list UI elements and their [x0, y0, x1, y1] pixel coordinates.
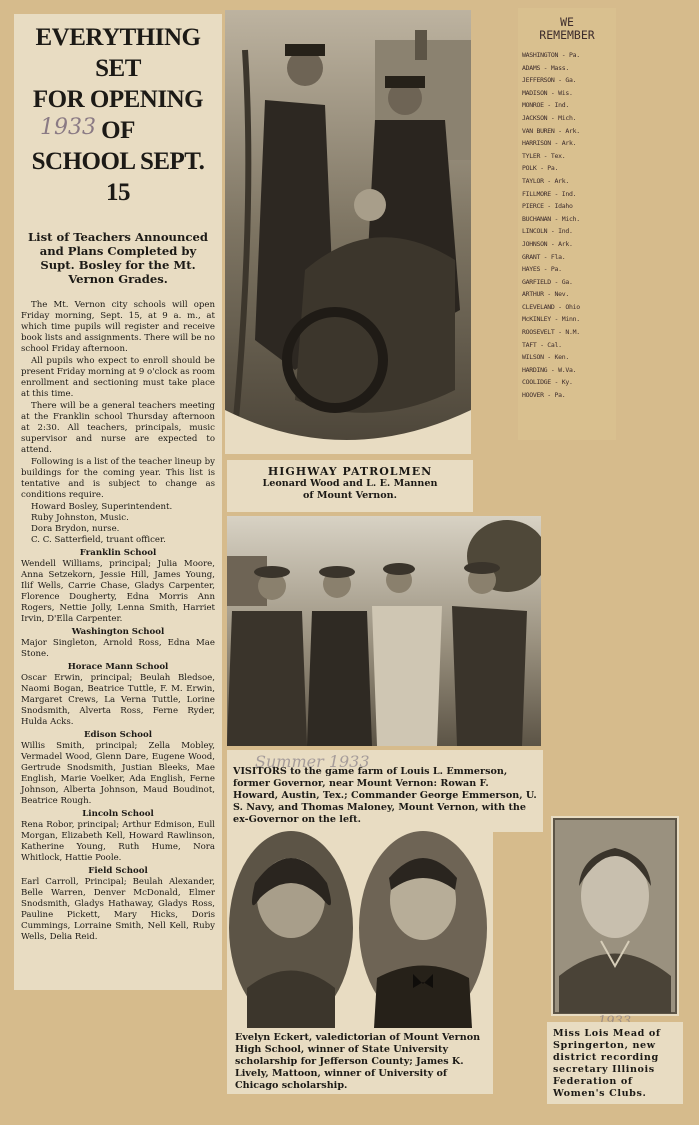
scholarship-portraits: [227, 828, 493, 1028]
staff-line: C. C. Satterfield, truant officer.: [31, 535, 166, 545]
president-entry: HARDING - W.Va.: [522, 365, 577, 374]
article-subhead: List of Teachers Announced and Plans Completed by Supt. Bosley for the Mt. Vernon Grades.: [28, 230, 208, 286]
school-teacher-list: Rena Robor, principal; Arthur Edmison, Eull Morgan, Elizabeth Kell, Howard Rawlinson, Katherine Young, Ruth Hume, Nora Whitlock, Hattie Poole.: [21, 820, 215, 863]
scholarship-caption: Evelyn Eckert, valedictorian of Mount Vernon High School, winner of State University scholarship for Jefferson County; James K. Lively, Mattoon, winner of University of Chicago scholarship.: [227, 1028, 493, 1094]
president-entry: JEFFERSON - Ga.: [522, 76, 577, 85]
portrait-ovals: [227, 828, 493, 1028]
article-paragraph: Following is a list of the teacher lineup by buildings for the coming year. This list is tentative and is subject to change as conditions require.: [21, 457, 215, 500]
school-heading-franklin: Franklin School: [79, 548, 157, 558]
staff-line: Ruby Johnston, Music.: [31, 513, 129, 523]
mead-caption: Miss Lois Mead of Springerton, new district recording secretary Illinois Federation of Women's Clubs.: [547, 1022, 683, 1104]
patrolmen-caption-title: HIGHWAY PATROLMEN: [267, 465, 433, 478]
highway-patrolmen-photo: [225, 10, 471, 454]
school-heading-field: Field School: [88, 866, 148, 876]
president-entry: JACKSON - Mich.: [522, 113, 577, 122]
school-heading-horace-mann: Horace Mann School: [67, 662, 169, 672]
president-entry: GRANT - Fla.: [522, 252, 566, 261]
visitors-caption-text: to the game farm of Louis L. Emmerson, former Governor, near Mount Vernon: Rowan F. Howard, Austin, Tex.; Commander George Emmerson, U. S. Navy, and Thomas Maloney, Mount Vernon, with the ex-Governor on the left.: [233, 766, 537, 825]
school-teacher-list: Wendell Williams, principal; Julia Moore, Anna Setzekorn, Jessie Hill, James Young, Ilif Wells, Carrie Chase, Gladys Carpenter, Florence Dougherty, Edna Morris Ann Rogers, Nettie Jolly, Lenna Smith, Harriet Irvin, D'Ella Carpenter.: [21, 559, 215, 624]
president-entry: TAYLOR - Ark.: [522, 176, 569, 185]
president-entry: TAFT - Cal.: [522, 340, 562, 349]
lois-mead-portrait: [551, 816, 679, 1016]
staff-line: Dora Brydon, nurse.: [31, 524, 120, 534]
we-remember-title: [522, 16, 612, 42]
president-entry: WASHINGTON - Pa.: [522, 51, 580, 59]
school-heading-lincoln: Lincoln School: [82, 809, 154, 819]
headline-line-2: FOR OPENING OF: [32, 86, 204, 144]
school-heading-washington: Washington School: [71, 627, 165, 637]
article-paragraph: There will be a general teachers meeting at the Franklin school Thursday afternoon at 2:30. All teachers, principals, music supervisor and nurse are expected to attend.: [21, 401, 215, 455]
president-entry: McKINLEY - Minn.: [522, 315, 580, 324]
headline-line-3: SCHOOL SEPT. 15: [31, 148, 205, 206]
headline-line-1: EVERYTHING SET: [35, 24, 201, 82]
school-teacher-list: Major Singleton, Arnold Ross, Edna Mae Stone.: [21, 638, 215, 659]
president-entry: TYLER - Tex.: [522, 151, 566, 160]
staff-line: Howard Bosley, Superintendent.: [31, 502, 173, 512]
visitors-game-farm-photo: [227, 516, 541, 746]
president-entry: MADISON - Wis.: [522, 88, 573, 97]
presidents-list: [522, 49, 612, 402]
president-entry: COOLIDGE - Ky.: [522, 378, 573, 387]
president-entry: ADAMS - Mass.: [522, 63, 569, 72]
president-entry: ROOSEVELT - N.M.: [522, 328, 580, 337]
handwritten-summer-note: Summer 1933: [255, 752, 370, 771]
school-teacher-list: Willis Smith, principal; Zella Mobley, Vermadel Wood, Glenn Dare, Eugene Wood, Gertrude Snodsmith, Justian Bleeks, Mae English, Marie Voelker, Ada English, Ferne Johnson, Alberta Johnson, Maud Boudinot, Beatrice Rough.: [21, 741, 215, 806]
patrolmen-caption-line2: of Mount Vernon.: [302, 490, 398, 501]
school-opening-article: [14, 14, 222, 990]
president-entry: GARFIELD - Ga.: [522, 277, 573, 286]
school-teacher-list: Earl Carroll, Principal; Beulah Alexander, Belle Warren, Denver McDonald, Elmer Snodsmith, Gladys Hathaway, Gladys Ross, Pauline Pickett, Mary Hicks, Doris Cummings, Lorraine Smith, Nell Kell, Ruby Wells, Delia Reid.: [21, 877, 215, 942]
president-entry: PIERCE - Idaho: [522, 202, 573, 211]
we-remember-title-line2: REMEMBER: [539, 28, 595, 42]
president-entry: WILSON - Ken.: [522, 353, 569, 362]
president-entry: FILLMORE - Ind.: [522, 189, 577, 198]
school-heading-edison: Edison School: [83, 730, 153, 740]
president-entry: HOOVER - Pa.: [522, 391, 566, 400]
president-entry: LINCOLN - Ind.: [522, 227, 573, 236]
visitors-caption-lead: VISITORS: [233, 766, 287, 777]
article-paragraph: The Mt. Vernon city schools will open Friday morning, Sept. 15, at 9 a. m., at which time pupils will register and receive book lists and assignments. There will be no school Friday afternoon.: [21, 300, 215, 354]
president-entry: HAYES - Pa.: [522, 265, 562, 274]
handwritten-year-note: 1933: [40, 115, 96, 140]
president-entry: ARTHUR - Nev.: [522, 290, 569, 299]
president-entry: CLEVELAND - Ohio: [522, 302, 580, 311]
president-entry: POLK - Pa.: [522, 164, 559, 173]
article-paragraph: All pupils who expect to enroll should be present Friday morning at 9 o'clock as room enrollment and sectioning must take place at this time.: [21, 356, 215, 399]
we-remember-title-line1: WE: [560, 15, 574, 29]
patrolmen-caption-line1: Leonard Wood and L. E. Mannen: [262, 478, 438, 489]
we-remember-list: [518, 8, 616, 440]
patrolmen-caption: [227, 460, 473, 512]
school-teacher-list: Oscar Erwin, principal; Beulah Bledsoe, Naomi Bogan, Beatrice Tuttle, F. M. Erwin, Margaret Crews, La Verna Tuttle, Lorine Snodsmith, Alverta Ross, Ferne Ryder, Hulda Acks.: [21, 673, 215, 727]
president-entry: MONROE - Ind.: [522, 101, 569, 110]
president-entry: VAN BUREN - Ark.: [522, 126, 580, 135]
president-entry: JOHNSON - Ark.: [522, 239, 573, 248]
president-entry: HARRISON - Ark.: [522, 139, 577, 148]
president-entry: BUCHANAN - Mich.: [522, 214, 580, 223]
